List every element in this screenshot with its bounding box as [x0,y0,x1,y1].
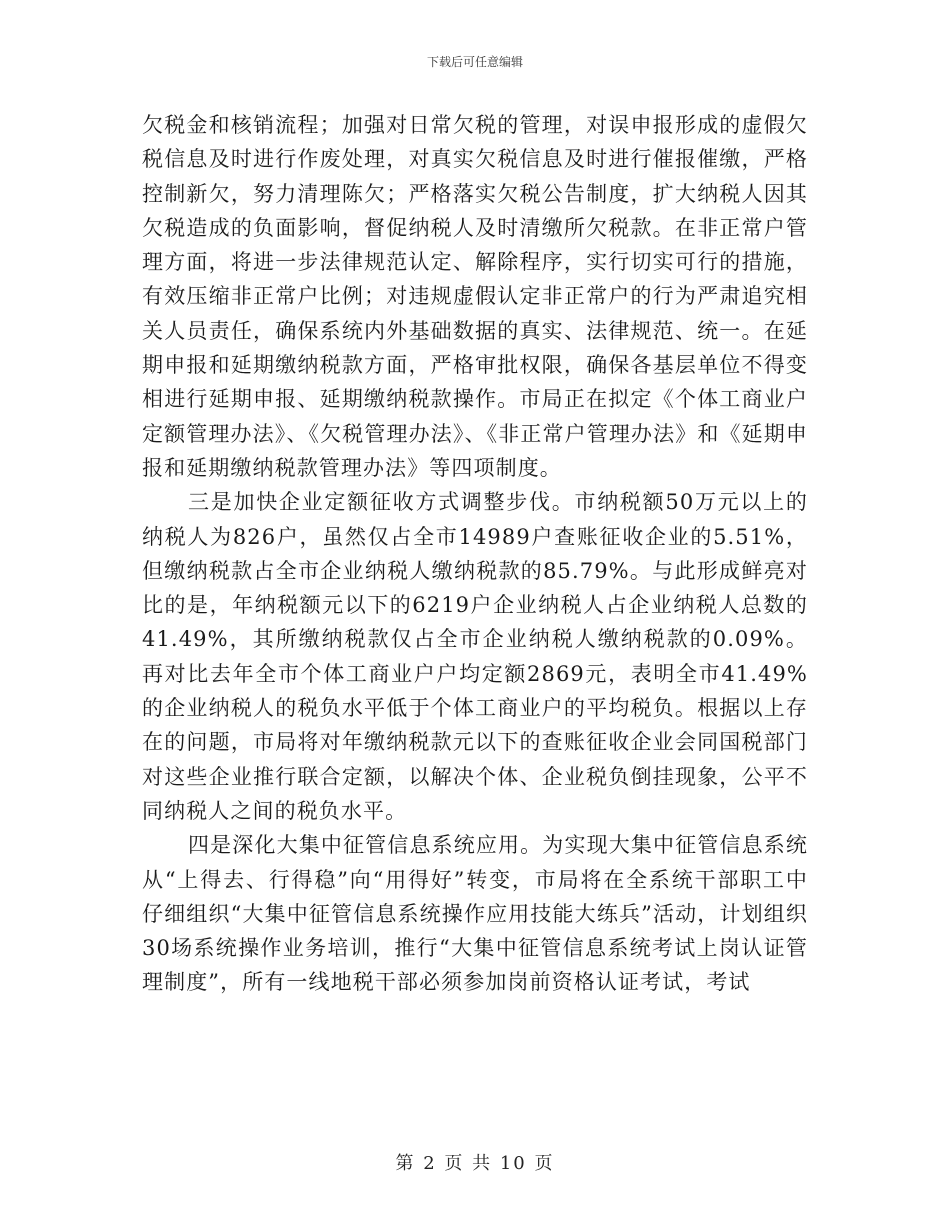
page-number-footer: 第 2 页 共 10 页 [395,1153,555,1174]
paragraph-2: 三是加快企业定额征收方式调整步伐。市纳税额50万元以上的纳税人为826户，虽然仅占全市14989户查账征收企业的5.51%，但缴纳税款占全市企业纳税人缴纳税款的85.79%。与此形成鲜亮对比的是，年纳税额元以下的6219户企业纳税人占企业纳税人总数的41.49%，其所缴纳税款仅占全市企业纳税人缴纳税款的0.09%。再对比去年全市个体工商业户户均定额2869元，表明全市41.49%的企业纳税人的税负水平低于个体工商业户的平均税负。根据以上存在的问题，市局将对年缴纳税款元以下的查账征收企业会同国税部门对这些企业推行联合定额，以解决个体、企业税负倒挂现象，公平不同纳税人之间的税负水平。 [142,490,808,823]
paragraph-1: 欠税金和核销流程；加强对日常欠税的管理，对误申报形成的虚假欠税信息及时进行作废处理，对真实欠税信息及时进行催报催缴，严格控制新欠，努力清理陈欠；严格落实欠税公告制度，扩大纳税人因其欠税造成的负面影响，督促纳税人及时清缴所欠税款。在非正常户管理方面，将进一步法律规范认定、解除程序，实行切实可行的措施，有效压缩非正常户比例；对违规虚假认定非正常户的行为严肃追究相关人员责任，确保系统内外基础数据的真实、法律规范、统一。在延期申报和延期缴纳税款方面，严格审批权限，确保各基层单位不得变相进行延期申报、延期缴纳税款操作。市局正在拟定《个体工商业户定额管理办法》、《欠税管理办法》、《非正常户管理办法》和《延期申报和延期缴纳税款管理办法》等四项制度。 [142,113,808,480]
page-header-note: 下载后可任意编辑 [426,55,523,69]
paragraph-3: 四是深化大集中征管信息系统应用。为实现大集中征管信息系统从“上得去、行得稳”向“用得好”转变，市局将在全系统干部职工中仔细组织“大集中征管信息系统操作应用技能大练兵”活动，计划组织30场系统操作业务培训，推行“大集中征管信息系统考试上岗认证管理制度”，所有一线地税干部必须参加岗前资格认证考试，考试 [142,833,808,995]
document-body [142,108,808,1000]
